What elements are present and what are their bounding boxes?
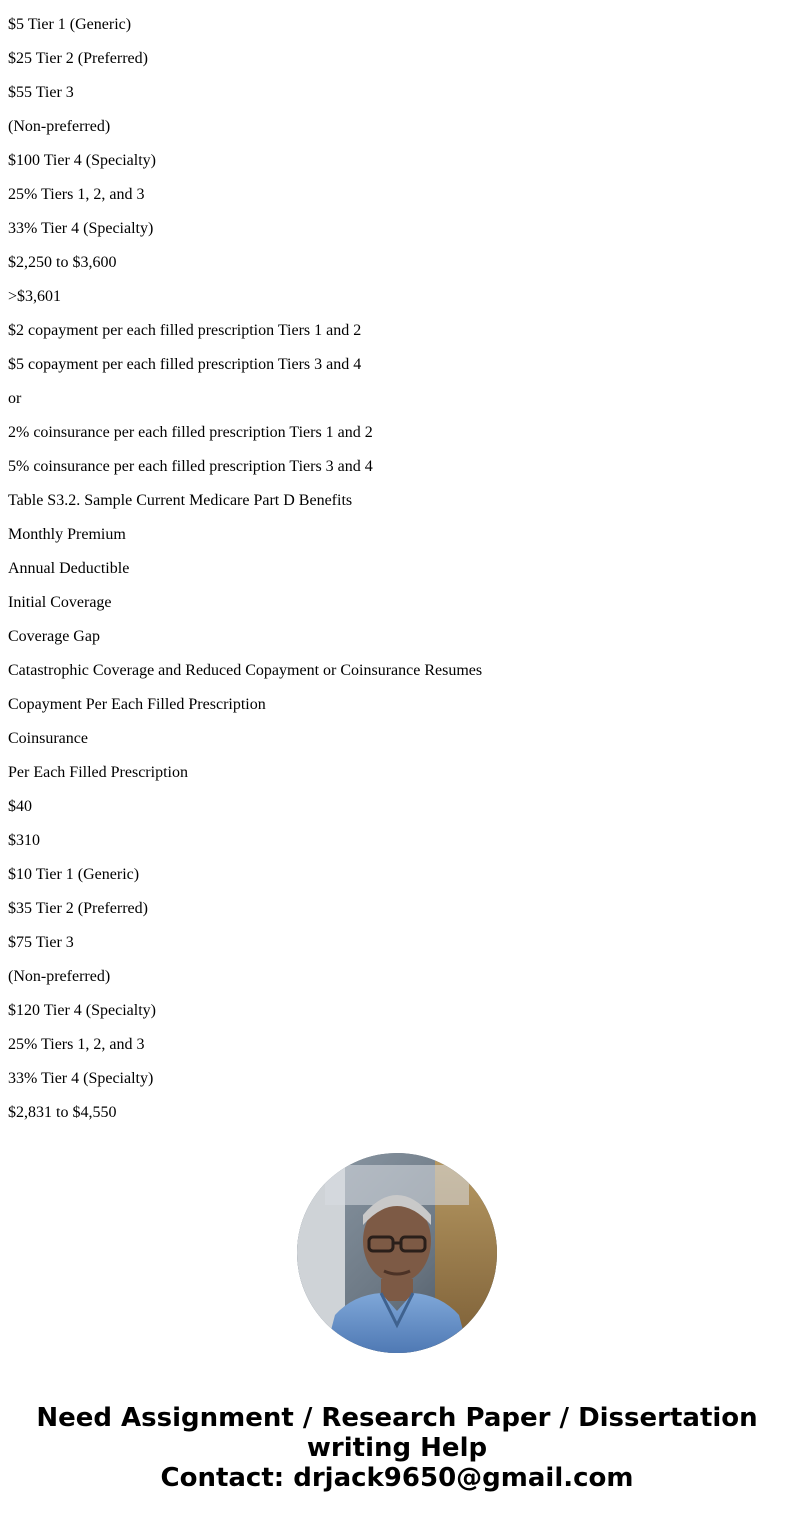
document-line: $35 Tier 2 (Preferred) bbox=[8, 900, 148, 917]
document-line: $2 copayment per each filled prescription Tiers 1 and 2 bbox=[8, 322, 362, 339]
document-line: $25 Tier 2 (Preferred) bbox=[8, 50, 148, 67]
avatar bbox=[297, 1153, 497, 1353]
headline-line-1: Need Assignment / Research Paper / Dissertation bbox=[36, 1403, 758, 1433]
document-line: $40 bbox=[8, 798, 32, 815]
document-line: 33% Tier 4 (Specialty) bbox=[8, 220, 154, 237]
document-line: $5 copayment per each filled prescription Tiers 3 and 4 bbox=[8, 356, 362, 373]
document-line: Copayment Per Each Filled Prescription bbox=[8, 696, 266, 713]
document-text bbox=[8, 0, 786, 1122]
document-line: >$3,601 bbox=[8, 288, 62, 305]
document-line: 33% Tier 4 (Specialty) bbox=[8, 1070, 154, 1087]
headline-line-2: writing Help bbox=[306, 1433, 488, 1463]
document-line: Monthly Premium bbox=[8, 526, 126, 543]
document-line: $5 Tier 1 (Generic) bbox=[8, 16, 132, 33]
document-line: or bbox=[8, 390, 22, 407]
document-line: Coverage Gap bbox=[8, 628, 100, 645]
document-line: Coinsurance bbox=[8, 730, 88, 747]
document-line: 25% Tiers 1, 2, and 3 bbox=[8, 1036, 145, 1053]
document-line: $310 bbox=[8, 832, 40, 849]
document-line: $100 Tier 4 (Specialty) bbox=[8, 152, 156, 169]
document-line: (Non-preferred) bbox=[8, 118, 111, 135]
table-caption: Table S3.2. Sample Current Medicare Part D Benefits bbox=[8, 492, 353, 509]
document-line: $2,831 to $4,550 bbox=[8, 1104, 117, 1121]
document-line: 25% Tiers 1, 2, and 3 bbox=[8, 186, 145, 203]
contact-banner bbox=[0, 1403, 794, 1493]
document-line: $120 Tier 4 (Specialty) bbox=[8, 1002, 156, 1019]
contact-line: Contact: drjack9650@gmail.com bbox=[160, 1463, 634, 1493]
document-line: (Non-preferred) bbox=[8, 968, 111, 985]
document-line: Annual Deductible bbox=[8, 560, 130, 577]
document-line: Initial Coverage bbox=[8, 594, 112, 611]
document-line: 2% coinsurance per each filled prescription Tiers 1 and 2 bbox=[8, 424, 373, 441]
document-line: 5% coinsurance per each filled prescription Tiers 3 and 4 bbox=[8, 458, 373, 475]
document-line: $55 Tier 3 bbox=[8, 84, 74, 101]
document-line: Per Each Filled Prescription bbox=[8, 764, 188, 781]
document-line: $2,250 to $3,600 bbox=[8, 254, 117, 271]
document-line: $10 Tier 1 (Generic) bbox=[8, 866, 140, 883]
document-line: Catastrophic Coverage and Reduced Copayment or Coinsurance Resumes bbox=[8, 662, 483, 679]
document-line: $75 Tier 3 bbox=[8, 934, 74, 951]
